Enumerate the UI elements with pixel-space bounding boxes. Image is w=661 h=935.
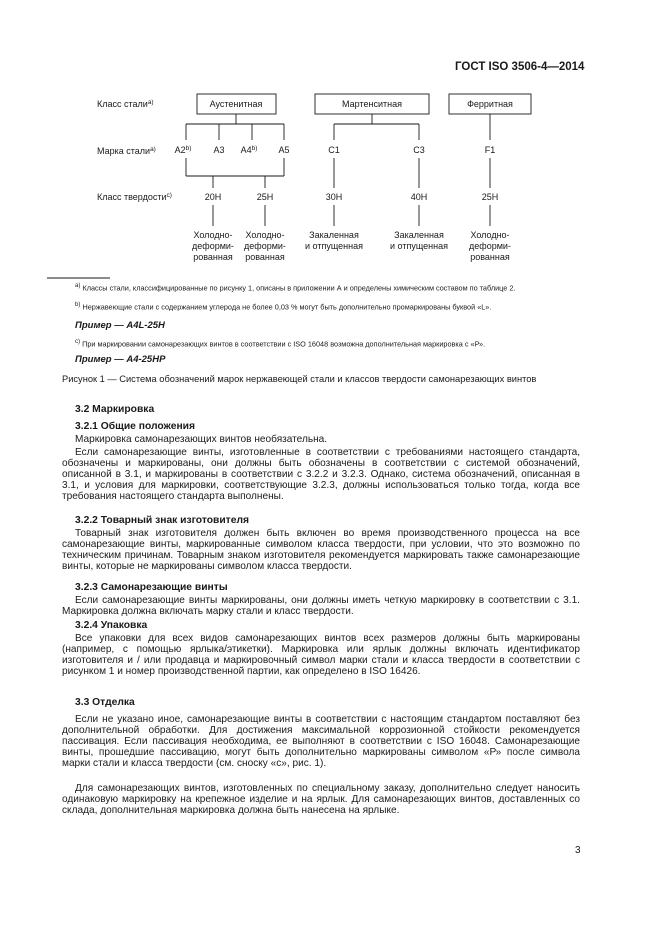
section-3-2-title: 3.2 Маркировка xyxy=(75,404,155,415)
treatment-25h-line1: Холодно- xyxy=(245,230,285,240)
grade-a3: A3 xyxy=(213,145,225,155)
hardness-25h-austenitic: 25H xyxy=(256,192,274,202)
section-3-2-1-p2: Если самонарезающие винты, изготовленные в соответствии с требованиями настоящего стандарта, обозначены и маркированы, они должны быть обозначены в соответствии с системой обозначений, описанной в 3.1, и маркированы в соответствии с 3.2.2 и 3.2.3. Однако, система обозначений, описанная в 3.1, и условия для маркировки, соответствующие 3.2.3, должны использоваться только тогда, когда все требования настоящего стандарта выполнены. xyxy=(62,447,580,503)
example-1: Пример — A4L-25H xyxy=(75,320,165,331)
footnote-a-mark: a) xyxy=(75,282,81,289)
grade-a5: A5 xyxy=(278,145,290,155)
figure-caption: Рисунок 1 — Система обозначений марок нержавеющей стали и классов твердости самонарезающих винтов xyxy=(62,374,537,384)
treatment-30h-line1: Закаленная xyxy=(309,230,359,240)
treatment-40h-line2: и отпущенная xyxy=(390,241,448,251)
grade-c1: C1 xyxy=(328,145,340,155)
document-header: ГОСТ ISO 3506-4—2014 xyxy=(455,61,585,73)
treatment-25h-line3: рованная xyxy=(245,252,285,262)
row-label-hardness-class: Класс твердости$^{c)}$ xyxy=(97,192,172,202)
footnote-c-text: При маркировании самонарезающих винтов в соответствии с ISO 16048 возможна дополнительная маркировка с «Р». xyxy=(82,339,486,349)
footnote-a xyxy=(75,281,579,293)
footnote-c-mark: c) xyxy=(75,338,81,345)
treatment-30h-line2: и отпущенная xyxy=(305,241,363,251)
footnote-c xyxy=(75,337,585,349)
hardness-25h-ferritic: 25H xyxy=(481,192,499,202)
section-3-3-p2: Для самонарезающих винтов, изготовленных по специальному заказу, дополнительно следует наносить одинаковую маркировку на крепежное изделие и на ярлык. Для самонарезающих винтов, доставленных со склада, дополнительная маркировка должна быть нанесена на ярлыке. xyxy=(62,783,580,817)
section-3-2-2-title: 3.2.2 Товарный знак изготовителя xyxy=(75,515,249,526)
grade-a2: A2$^{b)}$ xyxy=(174,145,192,155)
steel-designation-diagram xyxy=(0,0,661,300)
class-label-austenitic: Аустенитная xyxy=(209,99,263,109)
class-label-ferritic: Ферритная xyxy=(467,99,513,109)
treatment-20h-line1: Холодно- xyxy=(193,230,233,240)
footnote-a-text: Классы стали, классифицированные по рисунку 1, описаны в приложении А и определены химическим составом по таблице 2. xyxy=(82,283,516,293)
treatment-f1-line3: рованная xyxy=(470,252,510,262)
grade-f1: F1 xyxy=(484,145,496,155)
section-3-2-2-p: Товарный знак изготовителя должен быть включен во время производственного процесса на все самонарезающие винты, маркированные символом класса твердости, при условии, что это возможно по техническим причинам. Товарным знаком изготовителя рекомендуется маркировать также самонарезающие винты, которые не маркированы символом класса твердости. xyxy=(62,528,580,573)
row-label-steel-grade: Марка стали$^{a)}$ xyxy=(97,146,156,156)
footnote-b xyxy=(75,300,585,312)
section-3-2-4-p: Все упаковки для всех видов самонарезающих винтов всех размеров должны быть маркированы (например, с помощью ярлыка/этикетки). Маркировка или ярлык должны включать идентификатор изготовителя и / или продавца и маркировочный символ марки стали и класса твердости в соответствии с рисунком 1 и номер производственной партии, как определено в ISO 16426. xyxy=(62,633,580,678)
treatment-f1-line2: деформи- xyxy=(469,241,511,251)
row-label-steel-class: Класс стали$^{a)}$ xyxy=(97,99,154,109)
grade-c3: C3 xyxy=(413,145,425,155)
hardness-30h: 30H xyxy=(325,192,343,202)
treatment-f1-line1: Холодно- xyxy=(470,230,510,240)
section-3-3-p1: Если не указано иное, самонарезающие винты в соответствии с настоящим стандартом поставляют без дополнительной обработки. Для достижения максимальной коррозионной стойкости рекомендуется пассивация. Если пассивация необходима, ее выполняют в соответствии с ISO 16048. Самонарезающие винты, прошедшие пассивацию, могут быть дополнительно маркированы символом «Р» после символа марки стали и класса твердости (см. сноску «с», рис. 1). xyxy=(62,714,580,770)
footnote-b-text: Нержавеющие стали с содержанием углерода не более 0,03 % могут быть дополнительно промаркированы буквой «L». xyxy=(82,302,492,312)
section-3-2-1-title: 3.2.1 Общие положения xyxy=(75,421,195,432)
hardness-40h: 40H xyxy=(410,192,428,202)
hardness-20h: 20H xyxy=(204,192,222,202)
treatment-40h-line1: Закаленная xyxy=(394,230,444,240)
page-number: 3 xyxy=(575,845,581,856)
example-2: Пример — A4-25HP xyxy=(75,354,166,365)
section-3-2-1-p1: Маркировка самонарезающих винтов необязательна. xyxy=(75,434,328,445)
footnote-b-mark: b) xyxy=(75,301,81,308)
treatment-20h-line2: деформи- xyxy=(192,241,234,251)
class-label-martensitic: Мартенситная xyxy=(342,99,402,109)
section-3-2-3-p: Если самонарезающие винты маркированы, они должны иметь четкую маркировку в соответствии с 3.1. Маркировка должна включать марку стали и класс твердости. xyxy=(62,595,580,618)
section-3-3-title: 3.3 Отделка xyxy=(75,697,135,708)
section-3-2-4-title: 3.2.4 Упаковка xyxy=(75,620,148,631)
section-3-2-3-title: 3.2.3 Самонарезающие винты xyxy=(75,582,228,593)
grade-a4: A4$^{b)}$ xyxy=(240,145,258,155)
treatment-20h-line3: рованная xyxy=(193,252,233,262)
treatment-25h-line2: деформи- xyxy=(244,241,286,251)
